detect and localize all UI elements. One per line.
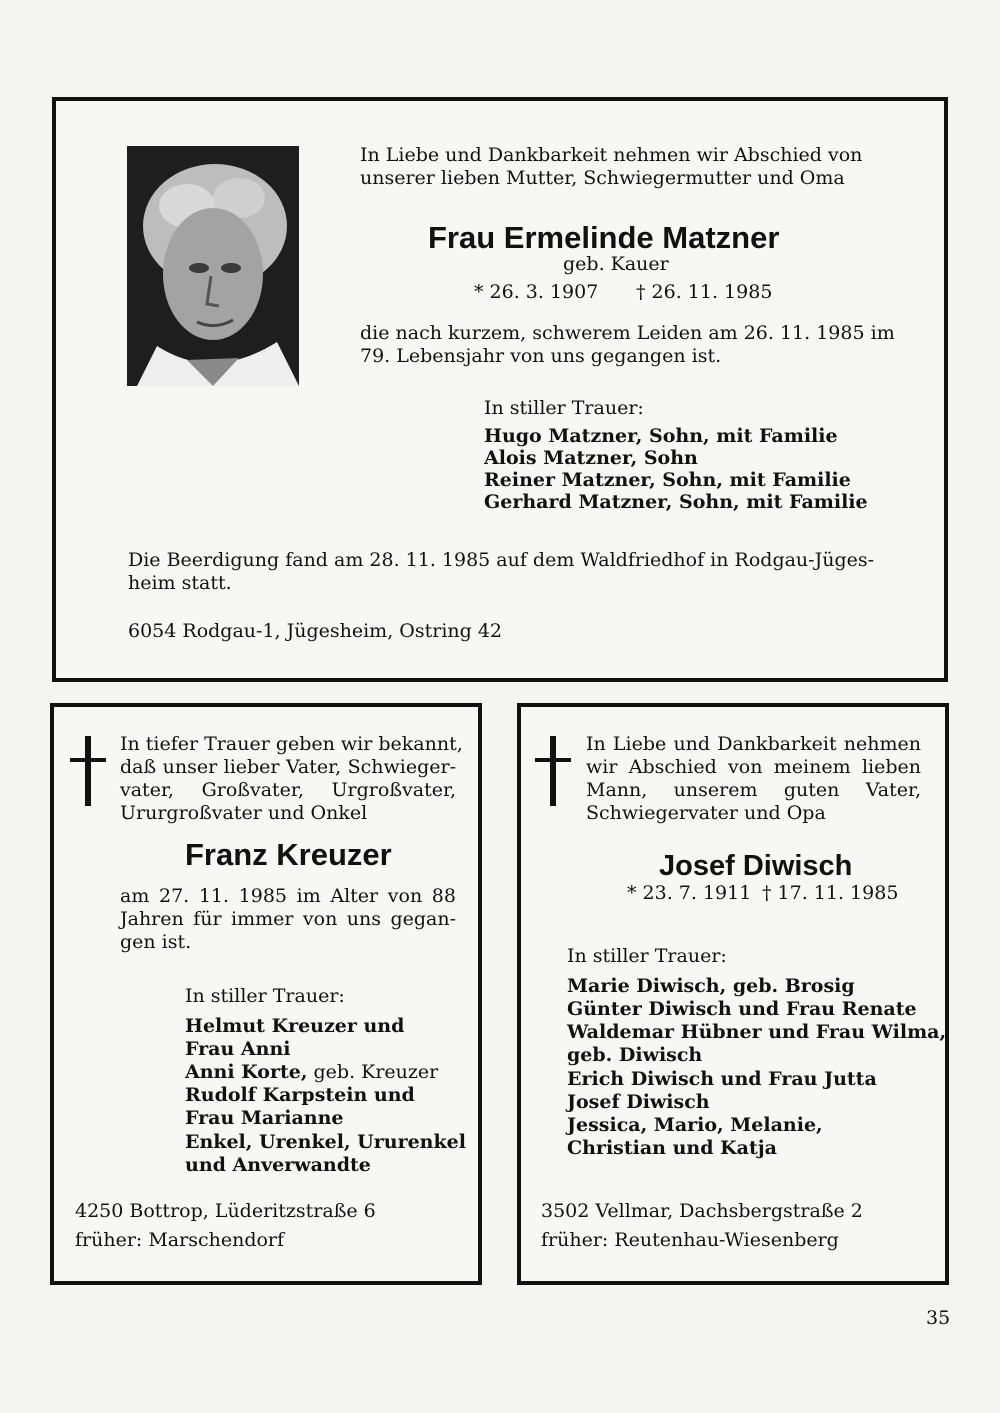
mourner: Anni Korte, geb. Kreuzer <box>185 1061 439 1083</box>
mourner: Jessica, Mario, Melanie, <box>567 1114 823 1136</box>
intro-line-1: In Liebe und Dankbarkeit nehmen wir Abschied von <box>360 144 863 166</box>
intro-line-1: In Liebe und Dankbarkeit nehmen <box>586 733 921 755</box>
portrait-photo <box>127 146 299 386</box>
cross-icon <box>535 736 571 806</box>
mourner: Christian und Katja <box>567 1137 777 1159</box>
death-date: † 17. 11. 1985 <box>762 882 899 904</box>
family-address: 3502 Vellmar, Dachsbergstraße 2 <box>541 1200 863 1222</box>
death-text-line-2: Jahren für immer von uns gegan- <box>120 908 456 930</box>
intro-line-4: Ururgroßvater und Onkel <box>120 802 368 824</box>
intro-line-1: In tiefer Trauer geben wir bekannt, <box>120 733 463 755</box>
mourner: Waldemar Hübner und Frau Wilma, <box>567 1021 947 1043</box>
mourner: und Anverwandte <box>185 1154 371 1176</box>
intro-line-2: wir Abschied von meinem lieben <box>586 756 921 778</box>
death-text-line-1: am 27. 11. 1985 im Alter von 88 <box>120 885 456 907</box>
death-text-line-1: die nach kurzem, schwerem Leiden am 26. 11. 1985 im <box>360 322 895 344</box>
mourner: Rudolf Karpstein und <box>185 1084 415 1106</box>
intro-line-4: Schwiegervater und Opa <box>586 802 826 824</box>
mourner: geb. Diwisch <box>567 1044 703 1066</box>
death-text-line-3: gen ist. <box>120 931 192 953</box>
mourner: Erich Diwisch und Frau Jutta <box>567 1068 877 1090</box>
family-address: 6054 Rodgau-1, Jügesheim, Ostring 42 <box>128 620 503 642</box>
mourning-label: In stiller Trauer: <box>484 397 644 419</box>
mourner: Josef Diwisch <box>567 1091 710 1113</box>
funeral-line-1: Die Beerdigung fand am 28. 11. 1985 auf dem Waldfriedhof in Rodgau-Jüges- <box>128 549 875 571</box>
intro-line-3: Mann, unserem guten Vater, <box>586 779 921 801</box>
mourner: Reiner Matzner, Sohn, mit Familie <box>484 469 851 491</box>
mourner: Gerhard Matzner, Sohn, mit Familie <box>484 491 868 513</box>
birth-date: * 23. 7. 1911 <box>627 882 752 904</box>
mourner: Frau Anni <box>185 1038 291 1060</box>
mourner: Hugo Matzner, Sohn, mit Familie <box>484 425 838 447</box>
page-number: 35 <box>926 1307 951 1329</box>
mourning-label: In stiller Trauer: <box>185 985 345 1007</box>
mourner: Günter Diwisch und Frau Renate <box>567 998 917 1020</box>
cross-icon <box>70 736 106 806</box>
former-address: früher: Marschendorf <box>75 1229 285 1251</box>
deceased-name: Franz Kreuzer <box>185 837 392 872</box>
intro-line-2: daß unser lieber Vater, Schwieger- <box>120 756 456 778</box>
intro-line-3: vater, Großvater, Urgroßvater, <box>120 779 456 801</box>
death-text-line-2: 79. Lebensjahr von uns gegangen ist. <box>360 345 722 367</box>
deceased-name: Josef Diwisch <box>659 850 853 882</box>
birth-date: * 26. 3. 1907 <box>474 281 599 303</box>
mourning-label: In stiller Trauer: <box>567 945 727 967</box>
intro-line-2: unserer lieben Mutter, Schwiegermutter und Oma <box>360 167 845 189</box>
maiden-name: geb. Kauer <box>563 253 669 275</box>
family-address: 4250 Bottrop, Lüderitzstraße 6 <box>75 1200 376 1222</box>
mourner: Marie Diwisch, geb. Brosig <box>567 975 855 997</box>
mourner: Alois Matzner, Sohn <box>484 447 698 469</box>
death-date: † 26. 11. 1985 <box>636 281 773 303</box>
mourner: Enkel, Urenkel, Ururenkel <box>185 1131 466 1153</box>
deceased-name: Frau Ermelinde Matzner <box>428 220 780 255</box>
funeral-line-2: heim statt. <box>128 572 232 594</box>
portrait-image <box>127 146 299 386</box>
former-address: früher: Reutenhau-Wiesenberg <box>541 1229 839 1251</box>
mourner: Frau Marianne <box>185 1107 344 1129</box>
mourner: Helmut Kreuzer und <box>185 1015 405 1037</box>
